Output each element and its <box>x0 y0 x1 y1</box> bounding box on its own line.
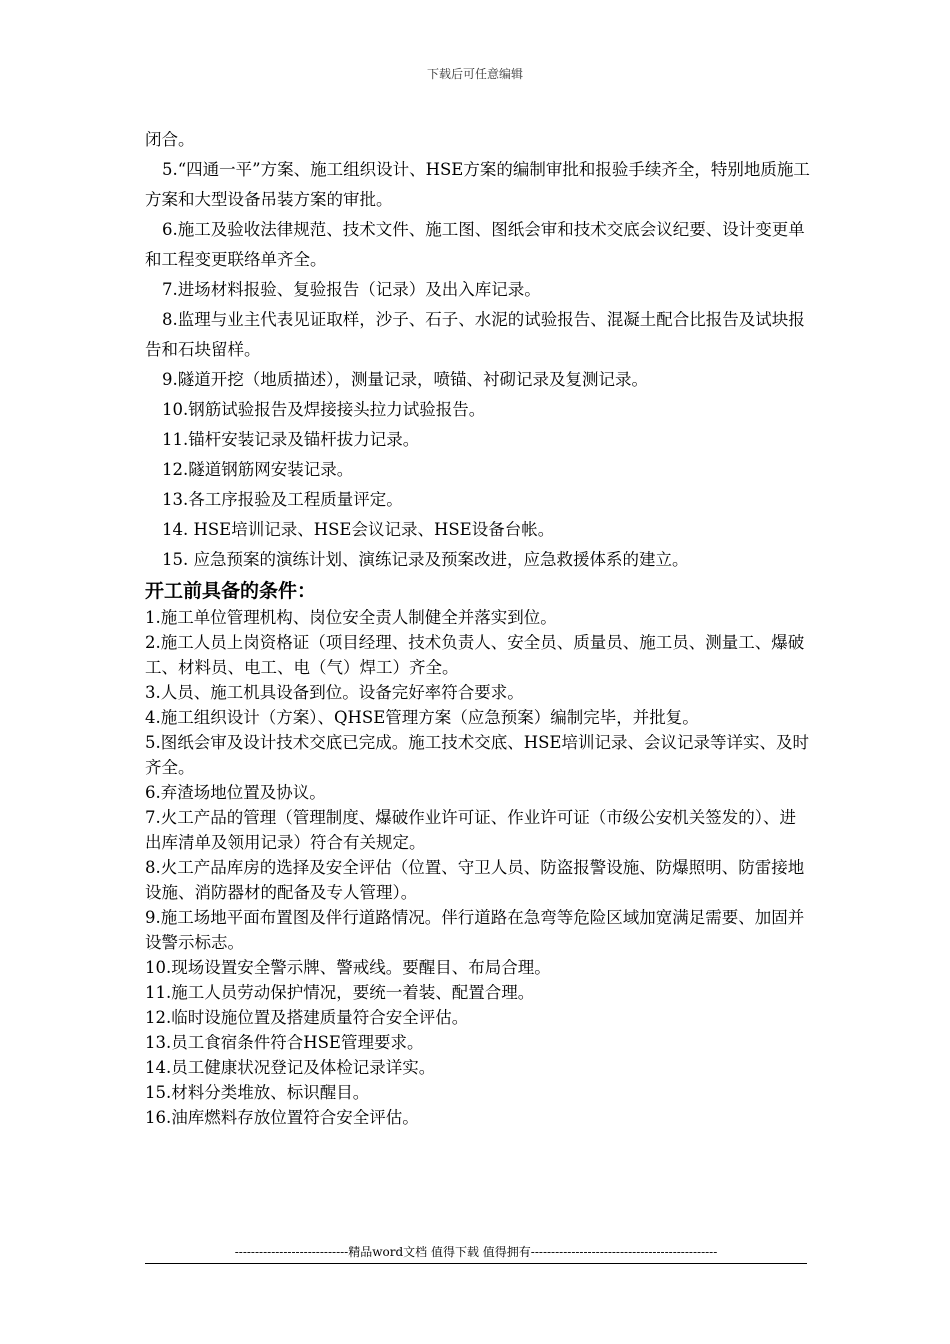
list-item: 13.员工食宿条件符合HSE管理要求。 <box>145 1033 424 1052</box>
list-item: 15. 应急预案的演练计划、演练记录及预案改进，应急救援体系的建立。 <box>162 550 689 569</box>
list-item: 6.施工及验收法律规范、技术文件、施工图、图纸会审和技术交底会议纪要、设计变更单和工程变更联络单齐全。 <box>145 220 805 269</box>
list-item: 16.油库燃料存放位置符合安全评估。 <box>145 1108 419 1127</box>
list-item: 8.监理与业主代表见证取样，沙子、石子、水泥的试验报告、混凝土配合比报告及试块报告和石块留样。 <box>145 310 805 359</box>
list-item: 3.人员、施工机具设备到位。设备完好率符合要求。 <box>145 683 524 702</box>
list-item: 4.施工组织设计（方案）、QHSE管理方案（应急预案）编制完毕，并批复。 <box>145 708 699 727</box>
list-item: 15.材料分类堆放、标识醒目。 <box>145 1083 370 1102</box>
list-item: 11.锚杆安装记录及锚杆拔力记录。 <box>162 430 420 449</box>
list-item: 9.施工场地平面布置图及伴行道路情况。伴行道路在急弯等危险区域加宽满足需要、加固并设警示标志。 <box>145 908 805 952</box>
list-item: 1.施工单位管理机构、岗位安全责人制健全并落实到位。 <box>145 608 557 627</box>
list-item: 12.临时设施位置及搭建质量符合安全评估。 <box>145 1008 469 1027</box>
section-title: 开工前具备的条件： <box>145 580 317 602</box>
page-header: 下载后可任意编辑 <box>426 67 523 81</box>
list-item: 7.进场材料报验、复验报告（记录）及出入库记录。 <box>162 280 541 299</box>
conditions-list <box>145 605 810 1130</box>
list-item: 闭合。 <box>145 130 195 149</box>
list-item: 10.现场设置安全警示牌、警戒线。要醒目、布局合理。 <box>145 958 551 977</box>
footer-divider <box>145 1263 807 1264</box>
list-item: 6.弃渣场地位置及协议。 <box>145 783 326 802</box>
list-item: 7.火工产品的管理（管理制度、爆破作业许可证、作业许可证（市级公安机关签发的）、进出库清单及领用记录）符合有关规定。 <box>145 808 796 852</box>
list-item: 14. HSE培训记录、HSE会议记录、HSE设备台帐。 <box>162 520 555 539</box>
list-item: 11.施工人员劳动保护情况，要统一着装、配置合理。 <box>145 983 535 1002</box>
list-item: 12.隧道钢筋网安装记录。 <box>162 460 354 479</box>
list-item: 8.火工产品库房的选择及安全评估（位置、守卫人员、防盗报警设施、防爆照明、防雷接地设施、消防器材的配备及专人管理）。 <box>145 858 805 902</box>
list-item: 13.各工序报验及工程质量评定。 <box>162 490 403 509</box>
document-body <box>145 125 810 1130</box>
page-footer: ----------------------------精品word文档 值得下载 值得拥有---------------------------------------------- <box>234 1245 718 1259</box>
list-item: 5.图纸会审及设计技术交底已完成。施工技术交底、HSE培训记录、会议记录等详实、及时齐全。 <box>145 733 809 777</box>
list-item: 5.“四通一平”方案、施工组织设计、HSE方案的编制审批和报验手续齐全，特别地质施工方案和大型设备吊装方案的审批。 <box>145 160 810 209</box>
record-list <box>145 125 810 575</box>
list-item: 10.钢筋试验报告及焊接接头拉力试验报告。 <box>162 400 486 419</box>
list-item: 14.员工健康状况登记及体检记录详实。 <box>145 1058 436 1077</box>
list-item: 9.隧道开挖（地质描述），测量记录，喷锚、衬砌记录及复测记录。 <box>162 370 648 389</box>
list-item: 2.施工人员上岗资格证（项目经理、技术负责人、安全员、质量员、施工员、测量工、爆破工、材料员、电工、电（气）焊工）齐全。 <box>145 633 805 677</box>
